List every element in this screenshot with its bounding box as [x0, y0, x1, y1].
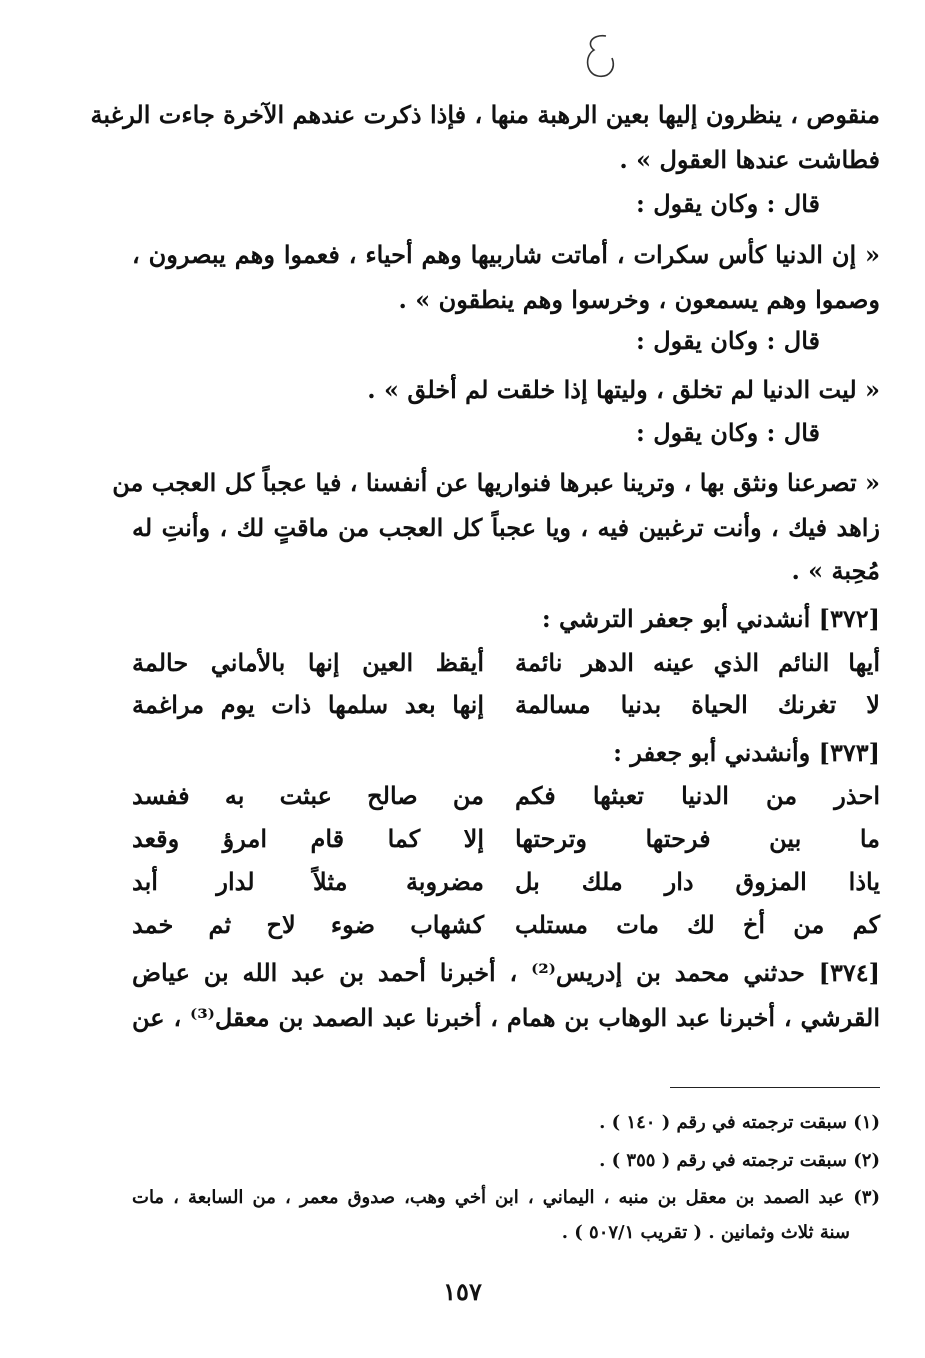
- page-number: ١٥٧: [443, 1277, 482, 1306]
- text-line-9: « تصرعنا ونثق بها ، وترينا عبرها فنواريها عن أنفسنا ، فيا عجباً كل العجب من: [112, 468, 880, 497]
- text-line-2: فطاشت عندها العقول » .: [619, 145, 880, 174]
- verse-373-3b: مضروبة مثلاً لدار أبد: [132, 867, 484, 896]
- para-374-line-2: القرشي ، أخبرنا عبد الوهاب بن همام ، أخبرنا عبد الصمد بن معقل⁽³⁾ ، عن: [132, 1003, 880, 1032]
- text-line-10: زاهد فيك ، وأنت ترغبين فيه ، ويا عجباً كل العجب من ماقتٍ لك ، وأنتِ له: [132, 513, 880, 542]
- text-line-5: وصموا وهم يسمعون ، وخرسوا وهم ينطقون » .: [398, 285, 880, 314]
- verse-373-3a: ياذا المزوق دار ملك بل: [515, 867, 880, 896]
- verse-372-1a: أيها النائم الذي عينه الدهر نائمة: [515, 648, 880, 677]
- verse-373-2b: إلا كما قام امرؤ وقعد: [132, 824, 484, 853]
- text-line-3: قال : وكان يقول :: [636, 189, 820, 218]
- verse-373-4b: كشهاب ضوء لاح ثم خمد: [132, 910, 484, 939]
- verse-373-4a: كم من أخ لك مات مستلب: [515, 910, 880, 939]
- text-line-6: قال : وكان يقول :: [636, 326, 820, 355]
- heading-372: [٣٧٢] أنشدني أبو جعفر الترشي :: [541, 604, 880, 633]
- footnote-1: (١) سبقت ترجمته في رقم ( ١٤٠ ) .: [599, 1112, 880, 1133]
- verse-373-2a: ما بين فرحتها وترحتها: [515, 824, 880, 853]
- heading-373: [٣٧٣] وأنشدني أبو جعفر :: [613, 738, 880, 767]
- text-line-4: « إن الدنيا كأس سكرات ، أماتت شاربيها وهم أحياء ، فعموا وهم يبصرون ،: [132, 240, 880, 269]
- verse-372-2b: إنها بعد سلمها ذات يوم مراغمة: [132, 690, 484, 719]
- verse-372-2a: لا تغرنك الحياة بدنيا مسالمة: [515, 690, 880, 719]
- verse-373-1a: احذر من الدنيا تعبثها فكم: [515, 781, 880, 810]
- text-line-7: « ليت الدنيا لم تخلق ، وليتها إذا خلقت لم أخلق » .: [367, 375, 880, 404]
- verse-373-1b: من صالح عبثت به ففسد: [132, 781, 484, 810]
- ornament-glyph-icon: [568, 28, 628, 88]
- footnote-3-cont: سنة ثلاث وثمانين . ( تقريب ٥٠٧/١ ) .: [561, 1222, 850, 1243]
- para-374-line-1: [٣٧٤] حدثني محمد بن إدريس⁽²⁾ ، أخبرنا أحمد بن عبد الله بن عياض: [132, 958, 881, 987]
- footnote-2: (٢) سبقت ترجمته في رقم ( ٣٥٥ ) .: [599, 1150, 880, 1171]
- text-line-11: مُحِبة » .: [791, 556, 880, 585]
- text-line-8: قال : وكان يقول :: [636, 418, 820, 447]
- verse-372-1b: أيقظ العين إنها بالأماني حالمة: [132, 648, 484, 677]
- footnote-divider: [670, 1087, 880, 1088]
- text-line-1: منقوص ، ينظرون إليها بعين الرهبة منها ، فإذا ذكرت عندهم الآخرة جاءت الرغبة: [90, 100, 880, 129]
- footnote-3: (٣) عبد الصمد بن معقل بن منبه ، اليماني ، ابن أخي وهب، صدوق معمر ، من السابعة ، مات: [132, 1187, 880, 1208]
